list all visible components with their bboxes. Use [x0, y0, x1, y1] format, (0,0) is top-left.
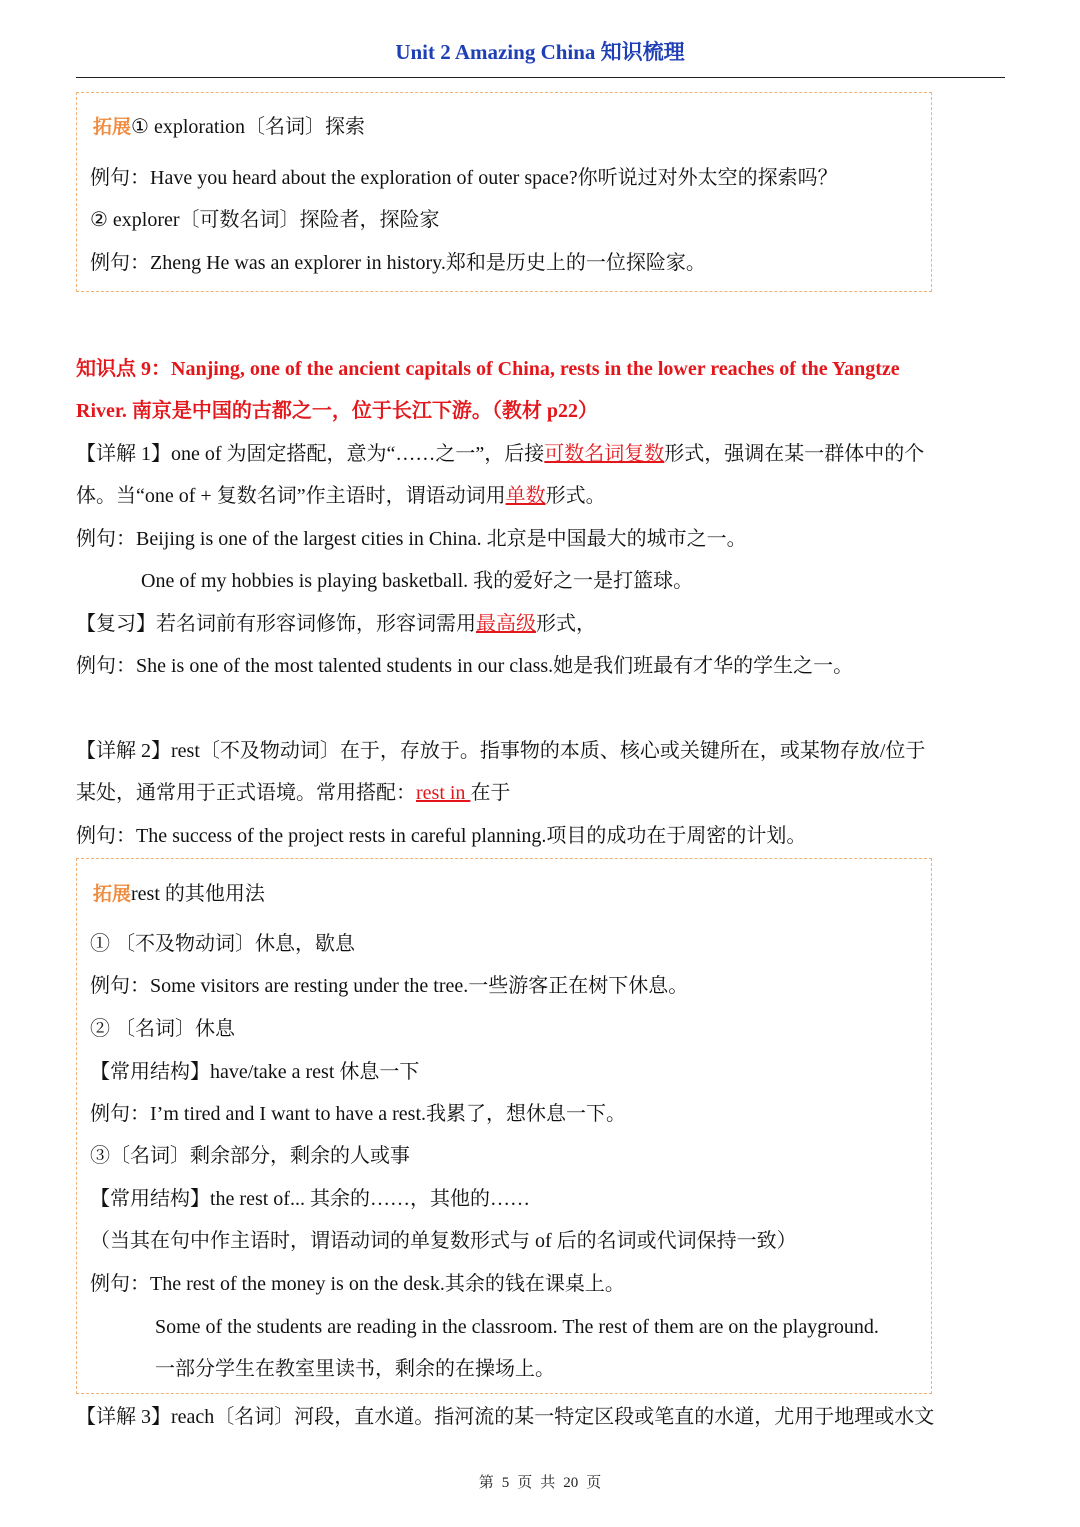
- detail-2-line-1: 【详解 2】rest〔不及物动词〕在于，存放于。指事物的本质、核心或关键所在，或某物存放/位于: [76, 740, 926, 762]
- extension-row: [93, 884, 265, 904]
- page-footer: 第 5 页 共 20 页: [478, 1475, 602, 1491]
- box2-line-2: ① 〔不及物动词〕休息，歇息: [90, 933, 355, 955]
- box2-line-6: 例句：I’m tired and I want to have a rest.我累了，想休息一下。: [90, 1103, 627, 1125]
- answer-blank: 最高级: [476, 613, 536, 635]
- box2-line-10: 例句：The rest of the money is on the desk.其余的钱在课桌上。: [90, 1273, 625, 1295]
- extension-row: [93, 117, 365, 137]
- example-sentence: 例句：The success of the project rests in careful planning.项目的成功在于周密的计划。: [76, 825, 807, 847]
- example-sentence: One of my hobbies is playing basketball. 我的爱好之一是打篮球。: [141, 570, 694, 592]
- extension-tag-icon: 拓展: [93, 883, 132, 905]
- box1-line-4: 例句：Zheng He was an explorer in history.郑和是历史上的一位探险家。: [90, 252, 706, 274]
- page-total: 20: [563, 1475, 579, 1491]
- detail-1-line-2: 体。当“one of + 复数名词”作主语时，谓语动词用单数形式。: [76, 485, 606, 507]
- review-line: 【复习】若名词前有形容词修饰，形容词需用最高级形式，: [76, 613, 596, 635]
- box2-line-7: ③〔名词〕剩余部分，剩余的人或事: [90, 1145, 410, 1167]
- box2-line-9: （当其在句中作主语时，谓语动词的单复数形式与 of 后的名词或代词保持一致）: [90, 1230, 797, 1252]
- answer-blank: 可数名词复数: [544, 443, 665, 465]
- box2-line-4: ② 〔名词〕休息: [90, 1018, 235, 1040]
- box2-line-3: 例句：Some visitors are resting under the tree.一些游客正在树下休息。: [90, 975, 689, 997]
- box2-line-5: 【常用结构】have/take a rest 休息一下: [90, 1061, 420, 1083]
- example-sentence: 例句：She is one of the most talented students in our class.她是我们班最有才华的学生之一。: [76, 655, 854, 677]
- box2-line-11: Some of the students are reading in the classroom. The rest of them are on the playground.: [155, 1316, 879, 1338]
- box2-line-12: 一部分学生在教室里读书，剩余的在操场上。: [155, 1358, 555, 1380]
- page-header-title: Unit 2 Amazing China 知识梳理: [395, 40, 685, 64]
- extension-tag-icon: 拓展: [93, 116, 132, 138]
- knowledge-point-9-title-cont: River. 南京是中国的古都之一，位于长江下游。（教材 p22）: [76, 400, 599, 422]
- detail-2-line-2: 某处，通常用于正式语境。常用搭配：rest in 在于: [76, 782, 511, 804]
- page-number: 5: [501, 1475, 510, 1491]
- box1-line-1: ① exploration〔名词〕探索: [131, 116, 366, 138]
- example-sentence: 例句：Beijing is one of the largest cities in China. 北京是中国最大的城市之一。: [76, 528, 747, 550]
- answer-blank: 单数: [505, 485, 546, 507]
- box2-line-1: rest 的其他用法: [131, 883, 265, 905]
- header-divider: [76, 77, 1005, 78]
- box2-line-8: 【常用结构】the rest of... 其余的……，其他的……: [90, 1188, 530, 1210]
- box1-line-2: 例句：Have you heard about the exploration of outer space?你听说过对外太空的探索吗？: [90, 167, 838, 189]
- box1-line-3: ② explorer〔可数名词〕探险者，探险家: [90, 209, 440, 231]
- detail-1-line-1: 【详解 1】one of 为固定搭配，意为“……之一”，后接可数名词复数形式，强调在某一群体中的个: [76, 443, 925, 465]
- knowledge-point-9-title: 知识点 9：Nanjing, one of the ancient capitals of China, rests in the lower reaches of the Yangtze: [76, 358, 900, 380]
- answer-blank: rest in: [416, 782, 471, 804]
- detail-3-line-1: 【详解 3】reach〔名词〕河段，直水道。指河流的某一特定区段或笔直的水道，尤用于地理或水文: [76, 1406, 935, 1428]
